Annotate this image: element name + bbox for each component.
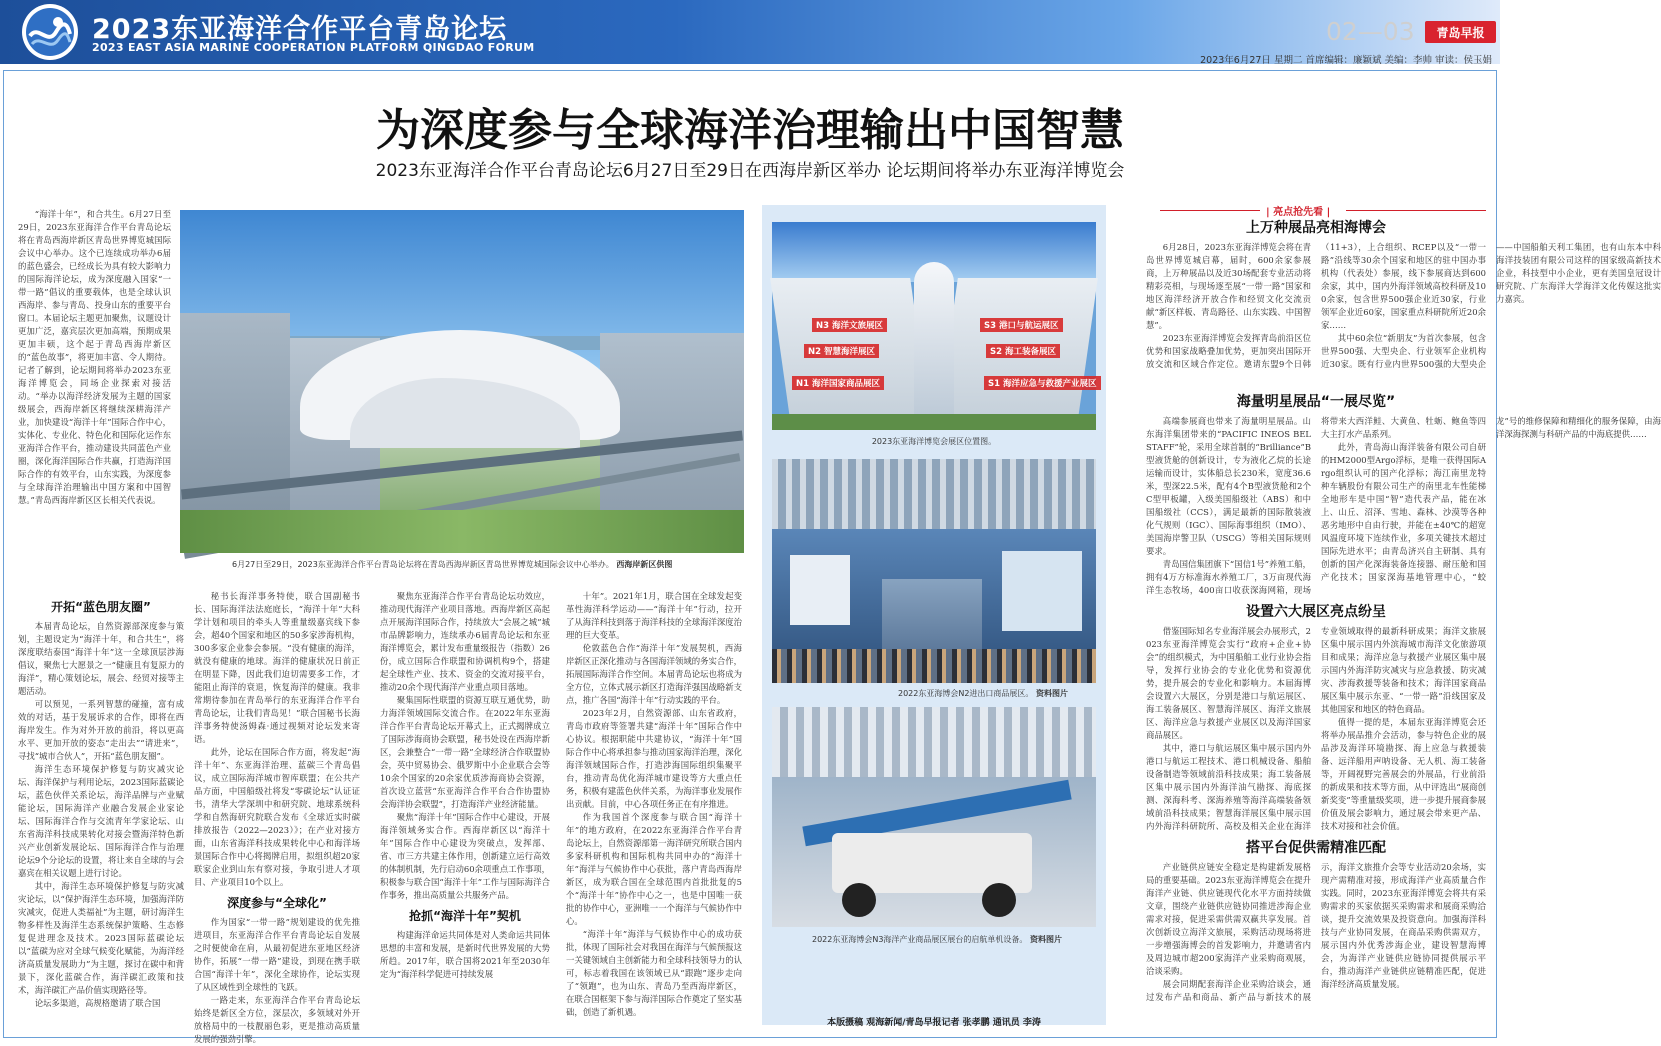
subheadline: 2023东亚海洋合作平台青岛论坛6月27日至29日在西海岸新区举办 论坛期间将举办东亚海洋博览会 [375,161,1125,181]
zone-label-n3: N3 海洋文旅展区 [812,318,887,332]
forum-title-cn: 2023东亚海洋合作平台青岛论坛 [92,14,508,45]
exhibition-hall-photo-1 [772,459,1096,683]
zone-label-n1: N1 海洋国家商品展区 [792,376,884,390]
forum-title-en: 2023 EAST ASIA MARINE COOPERATION PLATFORM QINGDAO FORUM [92,41,535,54]
exhibition-photo-1-caption: 2022东亚海博会N2进出口商品展区。 资料图片 [898,689,1068,698]
zone-label-s1: S1 海洋应急与救援产业展区 [984,376,1101,390]
section-title: 设置六大展区亮点纷呈 [1246,604,1386,620]
headline: 为深度参与全球海洋治理输出中国智慧 [376,105,1124,156]
newspaper-brand-logo: 青岛早报 [1425,21,1496,43]
zone-label-s2: S2 海工装备展区 [986,344,1060,358]
exhibition-hall-photo-2 [772,707,1096,927]
highlight-section-4: 搭平台促供需精准匹配 产业链供应链安全稳定是构建新发展格局的重要基础。2023东亚海洋博览会在提升海洋产业链、供应链现代化水平方面持续做文章，围绕产业链供应链协同推进涉海企业需求对接，促进采需供需双赢共享发展。首次创新设立海洋文旅展，采购活动现场将进一步增强海博会的首发影响力，并邀请省内及周边城市超200家海洋产业采购商观展，洽谈采购。 展会同期配套海洋企业采购洽谈会，通过发布产品和商品、新产品与新技术的展示，海洋文旅推介会等专业活动20余场，实现产需精准对接，形成海洋产业高质量合作实践。同时，2023东亚海洋博览会将共有采购需求的买家依据买采购需求和展商采购洽谈，提升交流效果及投资意向。加强海洋科技与产业协同发展，在商品采购供需双方，展示国内外优秀涉海企业，建设智慧海博会，为海洋产业链供应链协同提供展示平台，推动海洋产业链供应链精准匹配，促进海洋经济高质量发展。 [1146,840,1486,1002]
article-column-1: 开拓“蓝色朋友圈” 本届青岛论坛，自然资源部深度参与策划，主题设定为“海洋十年，和合共生”，将深度联结泰国“海洋十年”这一全球顶层涉海倡议，聚焦七大愿景之一“健康且有复原力的海洋”，精心策划论坛，展会、经贸对接等主题活动。 可以预见，一系列智慧的碰撞，富有成效的对话，基于发展诉求的合作，即将在西海岸发生。作为对外开放的前沿，将以更高水平、更加开放的姿态“走出去”“请进来”，寻找“城市合伙人”，开拓“蓝色朋友圈”。 海洋生态环境保护修复与防灾减灾论坛、海洋保护与利用论坛，2023国际蓝碳论坛，蓝色伙伴关系论坛，海洋品牌与产业赋能论坛，国际海洋产业融合发展企业家论坛、国际海洋合作与交流青年学家论坛、山东省海洋科技成果转化对接会暨海洋特色新兴产业创新发展论坛、国际海洋合作与治理论坛9个分论坛的设置，将让来自全球的与会嘉宾在相关议题上进行讨论。 其中，海洋生态环境保护修复与防灾减灾论坛，以“保护海洋生态环境，加强海洋防灾减灾，促进人类福祉”为主题，研讨海洋生物多样性及海洋生态系统保护策略、生态修复促进理念及技术。2023国际蓝碳论坛以“蓝碳为应对全球气候变化赋能，为海洋经济高质量发展助力”为主题，探讨在碳中和背景下，深化蓝碳合作，海洋碳汇政策和技术，海洋碳汇产品价值实现路径等。 论坛多渠道，高规格邀请了联合国 [18,600,184,1008]
page-credits: 本版摄稿 观海新闻/青岛早报记者 张孝鹏 通讯员 李涛 [827,1018,1041,1028]
zone-label-n2: N2 智慧海洋展区 [804,344,879,358]
page-numbers: 02—03 [1326,17,1415,46]
main-photo [180,210,744,553]
article-column-4: 十年”。2021年1月，联合国在全球发起变革性海洋科学运动——“海洋十年”行动，拉开了从海洋科技到落于海洋科技的全球海洋深度治理的巨大变革。 伦敦蓝色合作“海洋十年”发展契机，西海岸新区正深化推动与各国海洋领域的务实合作，拓展国际海洋合作空间。本届青岛论坛也将成为全方位，立体式展示新区打造海洋强国战略新支点，推广各国“海洋十年”行动实践的平台。 2023年2月，自然资源部、山东省政府，青岛市政府等签署共建“海洋十年”国际合作中心协议。根据职能中共建协议，“海洋十年”国际合作中心将承担参与推动国家海洋治理，深化海洋领域国际合作，打造涉海国际组织集聚平台，推动青岛优化海洋城市建设等方大重点任务，积极有建蓝色伙伴关系，为海洋事业发展作出贡献。目前，中心各项任务正在有序推进。 作为我国首个深度参与联合国“海洋十年”的地方政府，在2022东亚海洋合作平台青岛论坛上，自然资源部第一海洋研究所联合国内多家科研机构和国际机构共同申办的“海洋十年”海洋与气候协作中心获批，落户青岛西海岸新区，成为联合国在全球范围内首批批复的5个“海洋十年”协作中心之一，也是中国唯一获批的协作中心，亚洲唯一一个海洋与气候协作中心。 “海洋十年”海洋与气候协作中心的成功获批，体现了国际社会对我国在海洋与气候预报这一关键领域自主创新能力和全球科技领导力的认可，标志着我国在该领域已从“跟跑”逐步走向了“领跑”，也为山东、青岛乃至西海岸新区，在联合国框架下参与海洋国际合作奠定了坚实基础，创造了新机遇。 [566,591,742,1017]
expo-layout-photo [772,222,1096,430]
section-title: 开拓“蓝色朋友圈” [51,600,151,614]
photo-credit: 资料图片 [1035,689,1068,698]
dateline: 2023年6月27日 星期二 首席编辑：廉颖斌 美编：李帅 审读：侯玉娟 [1200,55,1492,66]
highlight-section-1: 上万种展品亮相海博会 6月28日，2023东亚海洋博览会将在青岛世界博览城启幕，届时，600余家参展商，上万种展品以及近30场配套专业活动将精彩亮相，与现场逐至展“一带一路”国家和地区海洋经济开放合作和经贸文化交流贡献“新区样板、青岛路径、山东实践、中国智慧”。 2023东亚海洋博览会发挥青岛前沿区位优势和国家战略叠加优势，更加突出国际开放交流和区域合作定位。邀请东盟9个日韩（11+3），上合组织、RCEP以及“一带一路”沿线等30余个国家和地区的驻中国办事机构（代表处）参展，线下参展商达到600余家，其中，国内外海洋领域高校科研及100余家，包含世界500强企业近30家，行业领军企业近60家，国家重点科研院所近20余家…… 其中60余位“新朋友”为首次参展，包含世界500强、大型央企、行业领军企业机构近30家。既有行业内世界500强的大型央企——中国船舶天利工集团，也有山东本中科海洋技装团有限公司这样的国家级高新技术企业，科技型中小企业，更有美国皇冠设计研究院、广东海洋大学海洋文化传媒这批实力嘉宾。 [1146,220,1661,369]
article-column-3: 聚焦东亚海洋合作平台青岛论坛功效应，推动现代海洋产业项目落地。西海岸新区高起点开展海洋国际合作，持续放大“会展之城”城市品牌影响力，连续承办6届青岛论坛和东亚海洋博览会，累计发布重量级报告（指数）26份，成立国际合作联盟和协调机构9个，搭建起全球性产业、技术、资金的交流对接平台，推动20余个现代海洋产业重点项目落地。 聚集国际性联盟的资源互联互通优势，助力海洋领域国际交流合作。在2022年东亚海洋合作平台青岛论坛开幕式上，正式揭牌成立了国际涉海商协会联盟，秘书处设在西海岸新区，会兼整合“一带一路”全球经济合作联盟协会，英中贸易协会、俄罗斯中小企业联合会等10余个国家的20余家优质涉海商协会资源，首次设立蓝营“东亚海洋合作平台合作协盟协会海洋协会联盟”，打造海洋产业经济能量。 聚焦“海洋十年”国际合作中心建设，开展海洋领域务实合作。西海岸新区以“海洋十年”国际合作中心建设为突破点，发挥部、省、市三方共建主体作用，创新建立运行高效的体制机制，先行启动60余项重点工作事项，积极参与联合国“海洋十年”工作与国际海洋合作事务，推出高质量公共服务产品。 抢抓“海洋十年”契机 构建海洋命运共同体是对人类命运共同体思想的丰富和发展，是新时代世界发展的大势所趋。2017年，联合国将2021年至2030年定为“海洋科学促进可持续发展 [380,591,550,979]
section-title: 搭平台促供需精准匹配 [1246,840,1386,856]
expo-layout-caption: 2023东亚海洋博览会展区位置图。 [871,437,997,446]
tag-rule-right [1346,210,1486,211]
lead-paragraph: “海洋十年”，和合共生。6月27日至29日，2023东亚海洋合作平台青岛论坛将在青岛西海岸新区青岛世界博览城国际会议中心举办。这个已连续成功举办6届的蓝色盛会，已经成长为具有较大影响力的国际海洋论坛，成为深度融入国家“一带一路”倡议的重要载体，也是全球认识西海岸、参与青岛、投身山东的重要平台窗口。本届论坛主题更加聚焦，议题设计更加广泛，嘉宾层次更加高端，预期成果更加丰硕，这个起于青岛西海岸新区的“蓝色故事”，将更加丰富、令人期待。记者了解到，论坛期间将举办2023东亚海洋博览会，同场企业探索对接活动。“举办以海洋经济发展为主题的国家级展会，西海岸新区将继续深耕海洋产业，加快建设“海洋十年”国际合作中心，实体化、专业化、特色化和国际化运作东亚海洋合作平台，推动建设共同蓝色产业圈，深化海洋国际合作共赢，打造海洋国际合作的有效平台，山东实践，为深度参与全球海洋治理输出中国方案和中国智慧。”青岛西海岸新区区长相关代表说。 [18,209,171,505]
zone-label-s3: S3 港口与航运展区 [980,318,1063,332]
highlight-section-3: 设置六大展区亮点纷呈 借鉴国际知名专业海洋展会办展形式，2023东亚海洋博览会实行“政府+企业+协会”的组织模式，为中国船舶工业行业协会指导，发挥行业协会的专业化优势和资源优势，提升展会的专业化和影响力。本届海博会设置六大展区，分别是港口与航运展区、海工装备展区、智慧海洋展区、海洋文旅展区、海洋应急与救援产业展区以及海洋国家商品展区。 其中，港口与航运展区集中展示国内外港口与航运工程技术、港口机械设备、船舶设备制造等领域前沿科技成果；海工装备展区集中展示国内外海洋油气勘探、海底探测、深海科考、深海养殖等海洋高端装备领域前沿科技成果；智慧海洋展区集中展示国内外海洋科研院所、高校及相关企业在海洋专业领域取得的最新科研成果；海洋文旅展区集中展示国内外滨海城市海洋文化旅游项目和成果；海洋应急与救援产业展区集中展示国内外海洋防灾减灾与应急救援、防灾减灾、涉海救援等装备和技术；海洋国家商品展区集中展示东亚、“一带一路”沿线国家及其他国家和地区的特色商品。 值得一提的是，本届东亚海洋博览会还将举办展品推介会活动，参与特色企业的展品涉及海洋环境勘探、海上应急与救援装备、远洋船用声呐设备、无人机、海工装备等，开阔视野完善展会的外展品，行业前沿的新成果和技术等方面，从中评选出“展商创新奖变”等重量级奖项，进一步提升展商参展价值及展会影响力，通过展会带来更产品、技术对接和社会价值。 [1146,604,1486,831]
main-photo-credit: 西海岸新区供图 [616,560,673,569]
exhibition-photo-2-caption: 2022东亚海博会N3海洋产业商品展区展台的启航单机设备。 资料图片 [812,935,1062,944]
masthead [0,0,1500,64]
section-title: 抢抓“海洋十年”契机 [409,909,521,923]
section-title: 深度参与“全球化” [227,896,327,910]
photo-credit: 资料图片 [1029,935,1062,944]
tag-rule-left [1160,210,1260,211]
highlights-tag: | 亮点抢先看 | [1266,207,1331,218]
forum-logo-icon [20,2,80,62]
lead-column [18,208,171,560]
article-column-2: 秘书长海洋事务特使，联合国副秘书长、国际海洋法法庭庭长，“海洋十年”大科学计划和项目的牵头人等重量级嘉宾线下参会，超40个国家和地区的50多家涉海机构，300多家企业参会参展。“没有健康的海洋，就没有健康的地球。海洋的健康状况日前正在明显下降，因此我们迫切需要多工作，才能阻止海洋的衰退，恢复海洋的健康。我非常期待参加在青岛举行的东亚海洋合作平台青岛论坛，让我们青岛见！”联合国秘书长海洋事务特使汤姆森·通过视频对论坛发来寄语。 此外，论坛在国际合作方面，将发起“海洋十年”、东亚海洋治理、蓝碳三个青岛倡议，成立国际海洋城市智库联盟；在公共产品方面，中国船级社将发“零碳论坛”认证证书，清华大学深圳中和研究院、地球系统科学和自然海研究院联合发布《全球近实时碳排放报告（2022—2023）》；在产业对接方面，山东省海洋科技成果转化中心和海洋场景国际合作中心将揭牌启用，拟组织超20家联家企业到山东有察对接，争取引进人才项目、产业项目10个以上。 深度参与“全球化” 作为国家“一带一路”规划建设的优先推进项目，东亚海洋合作平台青岛论坛自发展之时便使命在肩，从最初促进东亚地区经济协作，拓展“一带一路”建设，到现在携手联合国“海洋十年”，深化全球协作，论坛实现了从区域性到全球性的飞跃。 一路走来，东亚海洋合作平台青岛论坛始终是新区全方位，深层次，多领域对外开放格局中的一枝靓丽色彩，更是推动高质量发展的强劲引擎。 [194,591,360,1044]
highlight-section-2: 海量明星展品“一展尽览” 高端参展商也带来了海量明星展品。山东海洋集团带来的“PACIFIC INEOS BELSTAFF”轮，采用全球首制的“Brilliance”B型液货舱的创新设计，专为液化乙烷的长途运输而设计，实体船总长230米，宽度36.6米，型深22.5米，配有4个B型液货舱和2个C型甲板罐，入级美国船级社（ABS）和中国船级社（CCS），满足最新的国际散装液化气规则（IGC）、国际海事组织（IMO）、美国海岸警卫队（USCG）等相关国际规则要求。 青岛国信集团旗下“国信1号”养殖工船，拥有4万方标准海水养殖工厂，3万亩现代海洋生态牧场，400亩口收获深海网箱，现场将带来大西洋鲑、大黄鱼、牡蛎、鲍鱼等四大主打水产品系列。 此外，青岛海山海洋装备有限公司自研的HM2000型Argo浮标，是唯一获得国际Argo组织认可的国产化浮标；海江南里龙特种车辆股份有限公司生产的南里北车性能梯全地形车是中国“智”造代表产品，能在冰上、山丘、沼泽、雪地、森林、沙漠等各种恶劣地形中自由行驶，并能在±40℃的超宽风温度环境下连续作业，多项关键技术超过国际先进水平；由青岛济兴自主研制、具有创新的国产化深海装备连接器、耐压舱和国产化技术；国家深海基地管理中心，“蛟龙”号的维修保障和精细化的服务保障，由海洋深海探测与科研产品的中海底提供…… [1146,394,1661,595]
section-title: 上万种展品亮相海博会 [1246,220,1386,236]
main-photo-caption: 6月27日至29日，2023东亚海洋合作平台青岛论坛将在青岛西海岸新区青岛世界博览城国际会议中心举办。 西海岸新区供图 [232,560,673,569]
section-title: 海量明星展品“一展尽览” [1236,394,1396,410]
